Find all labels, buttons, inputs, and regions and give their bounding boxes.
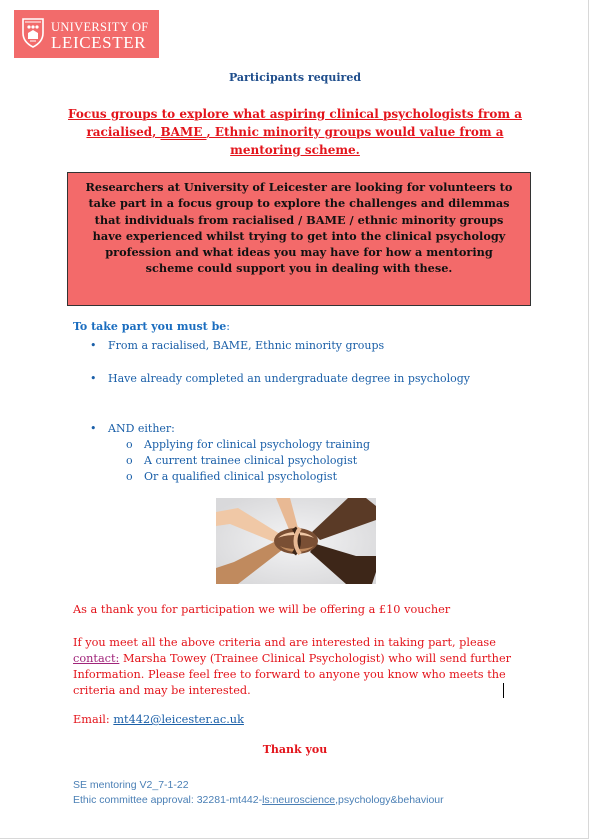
focus-heading-part-2: , Ethnic minority groups would value from a mentoring scheme. xyxy=(206,125,504,157)
focus-groups-heading xyxy=(60,105,530,159)
thank-you-text: Thank you xyxy=(262,743,328,756)
interlocked-hands-image xyxy=(216,498,376,584)
logo-line-2: LEICESTER xyxy=(51,33,147,52)
footer-ethics-suffix: ,psychology&behaviour xyxy=(335,794,444,806)
footer-ethics-link[interactable]: ls:neuroscience xyxy=(262,794,336,806)
voucher-text: As a thank you for participation we will be offering a £10 voucher xyxy=(73,603,451,616)
list-item-text: From a racialised, BAME, Ethnic minority groups xyxy=(108,339,385,352)
contact-link[interactable]: contact: xyxy=(73,652,120,665)
sub-list-item-text: A current trainee clinical psychologist xyxy=(144,454,358,467)
contact-paragraph-part-2: Marsha Towey (Trainee Clinical Psychologist) who will send further Information. Please feel free to forward to anyone you know who meets the criteria and may be interested. xyxy=(73,652,512,697)
researchers-callout-text: Researchers at University of Leicester are looking for volunteers to take part in a focus group to explore the challenges and dilemmas that individuals from racialised / BAME / ethnic minority groups have experienced whilst trying to get into the clinical psychology profession and what ideas you may have for how a mentoring scheme could support you in dealing with these. xyxy=(85,180,513,276)
list-item xyxy=(90,338,508,354)
circle-bullet-icon: o xyxy=(126,454,133,467)
contact-paragraph-part-1: If you meet all the above criteria and are interested in taking part, please xyxy=(73,636,496,649)
footer-version: SE mentoring V2_7-1-22 xyxy=(73,779,189,791)
university-logo xyxy=(14,10,159,58)
sub-list-item-text: Or a qualified clinical psychologist xyxy=(144,470,337,483)
list-item xyxy=(90,371,488,387)
sub-list-item-text: Applying for clinical psychology training xyxy=(144,438,371,451)
researchers-callout-box xyxy=(67,172,531,306)
requirements-heading-text: To take part you must be xyxy=(73,320,227,333)
list-item-text: Have already completed an undergraduate degree in psychology xyxy=(108,372,470,385)
contact-paragraph xyxy=(73,635,528,699)
list-item-text: AND either: xyxy=(108,422,175,435)
bullet-icon: • xyxy=(90,339,97,352)
email-link[interactable]: mt442@leicester.ac.uk xyxy=(113,713,244,726)
crest-icon xyxy=(22,18,44,48)
circle-bullet-icon: o xyxy=(126,470,133,483)
circle-bullet-icon: o xyxy=(126,438,133,451)
focus-heading-part-1: Focus groups to explore what aspiring clinical psychologists from a racialised, xyxy=(68,107,522,139)
bame-link: BAME xyxy=(160,125,207,139)
list-item xyxy=(90,421,488,437)
bullet-icon: • xyxy=(90,372,97,385)
sub-list-item xyxy=(126,469,524,485)
footer-ethics-prefix: Ethic committee approval: 32281-mt442- xyxy=(73,794,263,806)
logo-line-1: UNIVERSITY OF xyxy=(51,20,149,34)
requirements-heading-colon: : xyxy=(226,320,230,333)
sub-list-item xyxy=(126,453,524,469)
footer-ethics xyxy=(73,793,573,807)
participants-required-heading: Participants required xyxy=(228,71,362,84)
requirements-heading xyxy=(73,320,230,333)
sub-list-item xyxy=(126,437,524,453)
email-label: Email: xyxy=(73,713,114,726)
email-line xyxy=(73,712,473,728)
text-cursor xyxy=(503,683,504,698)
bullet-icon: • xyxy=(90,422,97,435)
